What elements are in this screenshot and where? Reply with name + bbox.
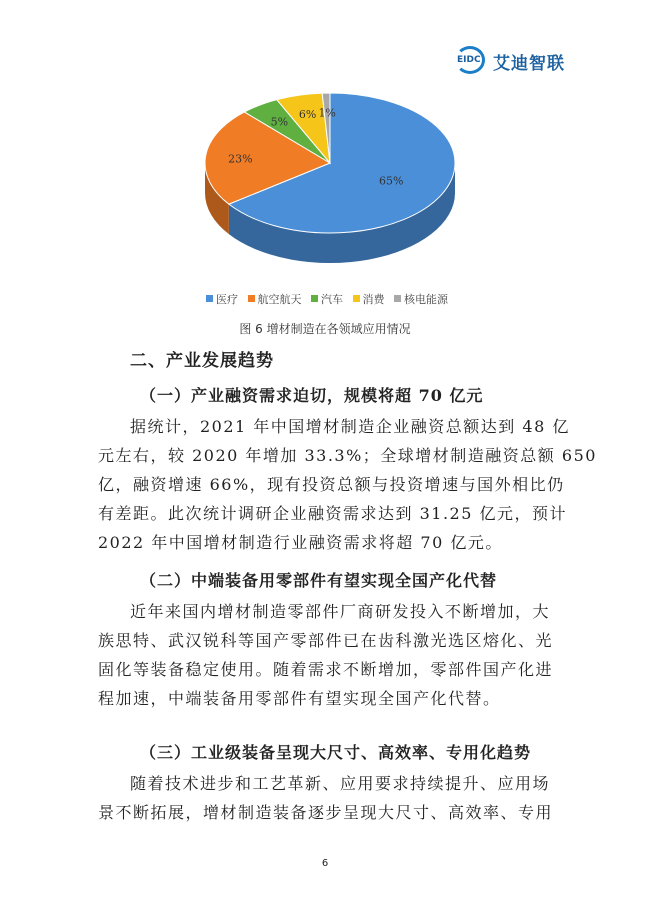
text-line: 近年来国内增材制造零部件厂商研发投入不断增加，大 — [130, 602, 551, 621]
logo-mark: EIDC — [457, 55, 481, 65]
paragraph-1 — [98, 412, 597, 557]
legend-swatch-0 — [206, 295, 213, 302]
paragraph-2 — [98, 597, 558, 713]
legend-item: 汽车 — [305, 293, 343, 306]
section-heading: 二、产业发展趋势 — [130, 351, 274, 371]
legend-swatch-4 — [394, 295, 401, 302]
text-line: 随着技术进步和工艺革新、应用要求持续提升、应用场 — [130, 774, 551, 793]
text-line: 亿，融资增速 66%，现有投资总额与投资增速与国外相比仍 — [98, 475, 565, 494]
legend-swatch-1 — [248, 295, 255, 302]
logo-text: 艾迪智联 — [493, 54, 565, 74]
pie-label-消费: 6% — [298, 108, 317, 122]
legend-swatch-2 — [311, 295, 318, 302]
pie-label-医疗: 65% — [379, 174, 404, 188]
pie-label-汽车: 5% — [270, 115, 289, 129]
subsection-heading-2: （二）中端装备用零部件有望实现全国产化代替 — [140, 571, 498, 590]
text-line: 景不断拓展，增材制造装备逐步呈现大尺寸、高效率、专用 — [98, 803, 554, 822]
pie-label-核电能源: 1% — [318, 106, 336, 120]
subsection-heading-3: （三）工业级装备呈现大尺寸、高效率、专用化趋势 — [140, 743, 532, 762]
text-line: 族思特、武汉锐科等国产零部件已在齿科激光选区熔化、光 — [98, 631, 554, 650]
text-line: 2022 年中国增材制造行业融资需求将超 70 亿元。 — [98, 533, 503, 552]
legend-item: 核电能源 — [388, 293, 448, 306]
legend-swatch-3 — [353, 295, 360, 302]
legend-item: 消费 — [347, 293, 385, 306]
text-line: 据统计，2021 年中国增材制造企业融资总额达到 48 亿 — [130, 417, 570, 436]
text-line: 元左右，较 2020 年增加 33.3%；全球增材制造融资总额 650 — [98, 446, 597, 465]
text-line: 有差距。此次统计调研企业融资需求达到 31.25 亿元，预计 — [98, 504, 567, 523]
paragraph-3 — [98, 769, 558, 827]
figure-caption: 图 6 增材制造在各领域应用情况 — [239, 322, 411, 336]
text-line: 程加速，中端装备用零部件有望实现全国产化代替。 — [98, 689, 501, 708]
legend-item: 航空航天 — [242, 293, 302, 306]
chart-legend — [200, 291, 448, 307]
page-number: 6 — [321, 858, 329, 869]
eidc-logo — [455, 44, 565, 78]
text-line: 固化等装备稳定使用。随着需求不断增加，零部件国产化进 — [98, 660, 554, 679]
subsection-heading-1: （一）产业融资需求迫切，规模将超 70 亿元 — [140, 386, 484, 405]
pie-chart — [170, 85, 490, 285]
legend-item: 医疗 — [200, 293, 238, 306]
pie-label-航空航天: 23% — [228, 152, 253, 166]
